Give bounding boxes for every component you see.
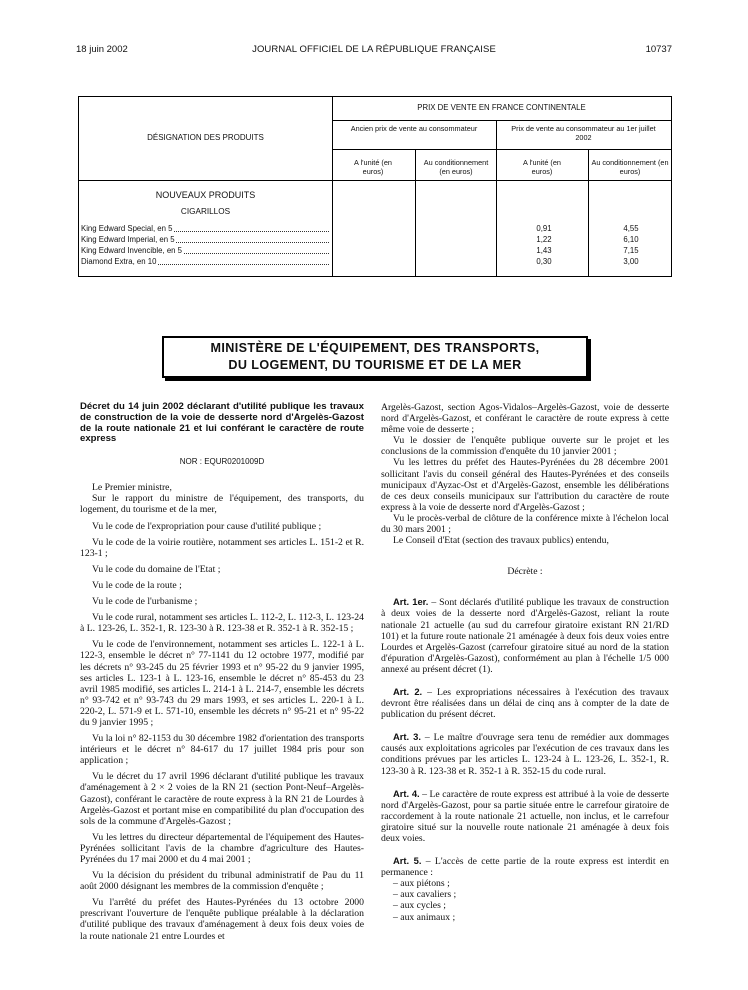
list-item: – aux cavaliers ; xyxy=(393,889,457,901)
table-row xyxy=(81,235,329,245)
ministry-heading xyxy=(162,336,588,378)
paragraph: Vu le code de la voirie routière, notamment ses articles L. 151-2 et R. 123-1 ; xyxy=(80,536,364,559)
paragraph: Vu le code de l'urbanisme ; xyxy=(92,596,198,608)
paragraph: Vu le code du domaine de l'Etat ; xyxy=(92,563,221,575)
nor-reference: NOR : EQUR0201009D xyxy=(179,457,265,467)
paragraph: Vu le procès-verbal de clôture de la conférence mixte à l'échelon local du 30 mars 2001 ; xyxy=(381,512,669,536)
old-pack-header: Au conditionnement (en euros) xyxy=(423,158,489,176)
new-unit-header: A l'unité (en euros) xyxy=(523,158,561,176)
price-top-header: PRIX DE VENTE EN FRANCE CONTINENTALE xyxy=(417,103,586,112)
article-2 xyxy=(381,686,669,720)
journal-title: JOURNAL OFFICIEL DE LA RÉPUBLIQUE FRANÇAISE xyxy=(252,44,496,55)
paragraph: Vu le code de la route ; xyxy=(92,579,182,591)
article-label: Art. 1er. xyxy=(393,596,429,608)
list-item: – aux piétons ; xyxy=(393,878,450,890)
decree-title: Décret du 14 juin 2002 déclarant d'utilité publique les travaux de construction de la voie de desserte nord d'Argelès-Gazost de la route nationale 21 et lui conférant le caractère de route express xyxy=(80,401,364,445)
subsection-title: CIGARILLOS xyxy=(180,207,231,216)
price-table xyxy=(78,96,672,277)
new-pack-header: Au conditionnement (en euros) xyxy=(591,158,669,176)
article-1 xyxy=(381,596,669,675)
new-unit-value: 0,30 xyxy=(536,257,552,266)
table-row xyxy=(81,224,329,234)
paragraph: Vu les lettres du préfet des Hautes-Pyrénées du 28 décembre 2001 sollicitant l'avis du conseil général des Hautes-Pyrénées et des conseils municipaux d'Ayzac-Ost et d'Argelès-Gazost, ensemble les délibérations de ces deux conseils municipaux sur l'attribution du caractère de route express à la voie de desserte nord d'Argelès-Gazost ; xyxy=(381,457,669,513)
old-unit-header: A l'unité (en euros) xyxy=(354,158,392,176)
page-number: 10737 xyxy=(645,44,672,55)
list-item: – aux cycles ; xyxy=(393,900,446,912)
left-column xyxy=(80,402,364,942)
decrete: Décrète : xyxy=(507,566,543,578)
paragraph: Vu les lettres du directeur départemental de l'équipement des Hautes-Pyrénées sollicitant l'avis de la chambre d'agriculture des Hautes-Pyrénées du 17 mai 2000 et du 4 mai 2001 ; xyxy=(80,831,364,865)
new-unit-value: 1,43 xyxy=(536,246,552,255)
paragraph: Vu l'arrêté du préfet des Hautes-Pyrénées du 13 octobre 2000 prescrivant l'ouverture de l'enquête publique préalable à la déclaration d'utilité publique des travaux d'aménagement à deux fois deux voies de la route nationale 21 entre Lourdes et xyxy=(80,897,364,942)
product-name: King Edward Invencible, en 5 xyxy=(81,246,182,255)
paragraph: Argelès-Gazost, section Agos-Vidalos–Argelès-Gazost, voie de desserte nord d'Argelès-Gazost, et conférant le caractère de route express à cette même voie de desserte ; xyxy=(381,402,669,436)
article-text: – L'accès de cette partie de la route express est interdit en permanence : xyxy=(381,856,669,879)
new-pack-value: 6,10 xyxy=(623,235,639,244)
new-unit-value: 0,91 xyxy=(536,224,552,233)
new-pack-value: 7,15 xyxy=(623,246,639,255)
article-label: Art. 4. xyxy=(393,787,420,799)
product-name: King Edward Special, en 5 xyxy=(81,224,173,233)
new-pack-value: 3,00 xyxy=(623,257,639,266)
right-column xyxy=(381,402,669,923)
paragraph: Le Premier ministre, xyxy=(92,482,172,494)
new-pack-value: 4,55 xyxy=(623,224,639,233)
product-name: Diamond Extra, en 10 xyxy=(81,257,157,266)
paragraph: Vu la loi n° 82-1153 du 30 décembre 1982 d'orientation des transports intérieurs et le décret n° 84-617 du 17 juillet 1984 pris pour son application ; xyxy=(80,733,364,767)
paragraph: Le Conseil d'Etat (section des travaux publics) entendu, xyxy=(393,535,609,547)
paragraph: Sur le rapport du ministre de l'équipement, des transports, du logement, du tourisme et de la mer, xyxy=(80,493,364,516)
section-title: NOUVEAUX PRODUITS xyxy=(155,190,256,200)
article-label: Art. 2. xyxy=(393,685,423,697)
article-text: – Le caractère de route express est attribué à la voie de desserte nord d'Argelès-Gazost, pour sa partie située entre le carrefour giratoire de raccordement à la route nationale 21 actuelle, non inclus, et le carrefour giratoire situé sur la nouvelle route nationale 21 aménagée à deux fois deux voies. xyxy=(381,788,669,844)
ministry-line-2: DU LOGEMENT, DU TOURISME ET DE LA MER xyxy=(228,358,522,372)
table-row xyxy=(81,246,329,256)
old-price-header: Ancien prix de vente au consommateur xyxy=(350,124,478,133)
article-3 xyxy=(381,731,669,776)
article-4 xyxy=(381,788,669,844)
article-label: Art. 3. xyxy=(393,731,422,743)
list-item: – aux animaux ; xyxy=(393,911,456,923)
ministry-line-1: MINISTÈRE DE L'ÉQUIPEMENT, DES TRANSPORTS, xyxy=(210,341,540,355)
paragraph: Vu le code de l'expropriation pour cause d'utilité publique ; xyxy=(92,520,322,532)
article-label: Art. 5. xyxy=(393,855,422,867)
paragraph: Vu le code rural, notamment ses articles L. 112-2, L. 112-3, L. 123-24 à L. 123-26, L. 352-1, R. 123-30 à R. 123-38 et R. 352-1 à R. 352-15 ; xyxy=(80,612,364,635)
article-text: – Les expropriations nécessaires à l'exécution des travaux devront être réalisées dans un délai de cinq ans à compter de la date de publication du présent décret. xyxy=(381,686,669,721)
article-text: – Le maître d'ouvrage sera tenu de remédier aux dommages causés aux exploitations agricoles par l'exécution de ces travaux dans les conditions prévues par les articles L. 123-24 à L. 123-26, L. 352-1, R. 123-30 à R. 123-38 et R. 352-1 à R. 352-15 du code rural. xyxy=(381,732,669,777)
header-date: 18 juin 2002 xyxy=(76,44,128,55)
paragraph: Vu le décret du 17 avril 1996 déclarant d'utilité publique les travaux d'aménagement à 2 × 2 voies de la RN 21 (section Pont-Neuf–Argelès-Gazost), conférant le caractère de route express à la RN 21 de Lourdes à Argelès-Gazost et portant mise en compatibilité du plan d'occupation des sols de la commune d'Argelès-Gazost ; xyxy=(80,771,364,827)
new-unit-value: 1,22 xyxy=(536,235,552,244)
new-price-header: Prix de vente au consommateur au 1er juillet 2002 xyxy=(511,124,656,142)
product-name: King Edward Imperial, en 5 xyxy=(81,235,175,244)
paragraph: Vu la décision du président du tribunal administratif de Pau du 11 août 2000 désignant les membres de la commission d'enquête ; xyxy=(80,870,364,893)
article-text: – Sont déclarés d'utilité publique les travaux de construction à deux voies de la desserte nord d'Argelès-Gazost, reliant la route nationale 21 actuelle (au sud du carrefour giratoire existant RN 21/RD 101) et la future route nationale 21 aménagée à deux fois deux voies entre Lourdes et Argelès-Gazost (carrefour giratoire situé au nord de la station d'épuration d'Argelès-Gazost), conformément au plan à l'échelle 1/5 000 annexé au présent décret (1). xyxy=(381,597,669,675)
table-row xyxy=(81,257,329,267)
paragraph: Vu le code de l'environnement, notamment ses articles L. 122-1 à L. 122-3, ensemble le décret n° 77-1141 du 12 octobre 1977, modifié par les décrets n° 93-245 du 25 février 1993 et n° 95-22 du 9 janvier 1995, ses articles L. 123-1 à L. 123-16, ensemble le décret n° 85-453 du 23 avril 1985 modifié, ses articles L. 214-1 à L. 214-7, ensemble les décrets n° 93-742 et n° 93-743 du 29 mars 1993, et ses articles L. 220-1 à L. 220-2, L. 571-9 et L. 571-10, ensemble les décrets n° 95-21 et n° 95-22 du 9 janvier 1995 ; xyxy=(80,639,364,728)
paragraph: Vu le dossier de l'enquête publique ouverte sur le projet et les conclusions de la commission d'enquête du 10 janvier 2001 ; xyxy=(381,435,669,458)
article-5 xyxy=(381,855,669,878)
designation-header: DÉSIGNATION DES PRODUITS xyxy=(147,133,264,142)
